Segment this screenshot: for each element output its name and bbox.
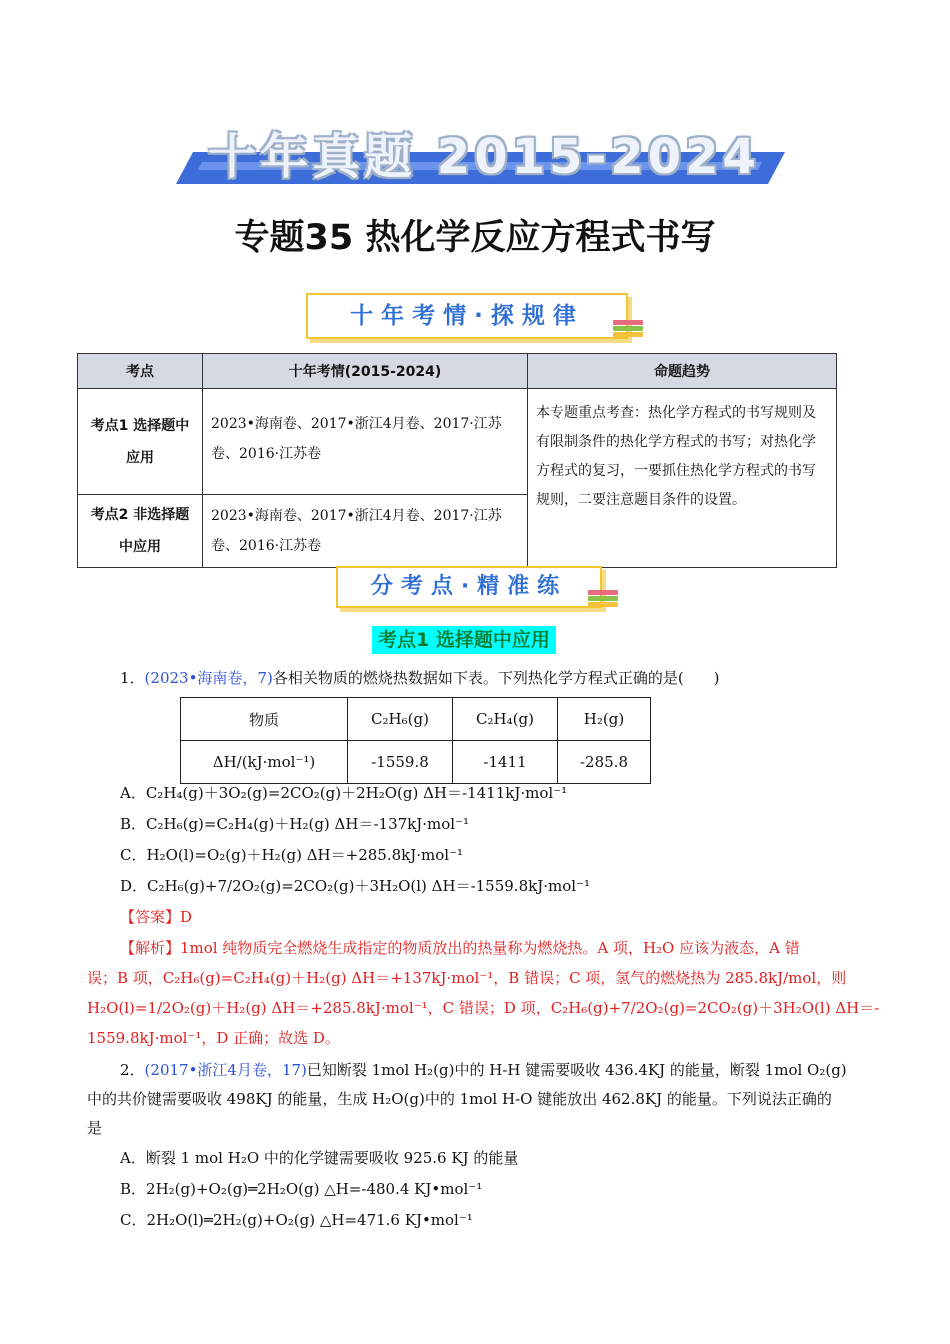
analysis-line: 【解析】1mol 纯物质完全燃烧生成指定的物质放出的热量称为燃烧热。A 项，H₂O 应该为液态，A 错 bbox=[120, 939, 800, 957]
value-cell: -1411 bbox=[453, 741, 558, 784]
option-d: D．C₂H₆(g)+7/2O₂(g)=2CO₂(g)＋3H₂O(l) ΔH＝-1559.8kJ·mol⁻¹ bbox=[120, 877, 590, 895]
substance-cell: H₂(g) bbox=[558, 698, 651, 741]
section-heading-label: 分考点·精准练 bbox=[370, 574, 568, 599]
column-header: 考点 bbox=[78, 354, 203, 389]
answer: 【答案】D bbox=[120, 908, 193, 926]
table-cell-years: 2023•海南卷、2017•浙江4月卷、2017·江苏卷、2016·江苏卷 bbox=[203, 495, 528, 568]
analysis-line: 1559.8kJ·mol⁻¹，D 正确；故选 D。 bbox=[87, 1029, 340, 1047]
column-header: 命题趋势 bbox=[528, 354, 837, 389]
section-heading-label: 十年考情·探规律 bbox=[350, 303, 584, 329]
question-source: (2017•浙江4月卷，17) bbox=[144, 1061, 307, 1079]
point-heading: 考点1 选择题中应用 bbox=[372, 626, 556, 654]
question-text: 已知断裂 1mol H₂(g)中的 H-H 键需要吸收 436.4KJ 的能量，断裂 1mol O₂(g) bbox=[306, 1061, 847, 1079]
banner-text: 十年真题 2015-2024 bbox=[208, 129, 760, 185]
point-label: 考点2 非选择题中应用 bbox=[90, 507, 190, 555]
substance-cell: C₂H₄(g) bbox=[453, 698, 558, 741]
section-heading-practice bbox=[336, 566, 602, 608]
analysis-line: H₂O(l)=1/2O₂(g)＋H₂(g) ΔH＝+285.8kJ·mol⁻¹，C 错误；D 项，C₂H₆(g)+7/2O₂(g)=2CO₂(g)＋3H₂O(l) ΔH＝- bbox=[87, 999, 880, 1017]
question-1-stem bbox=[120, 668, 720, 688]
exam-trend-table bbox=[77, 353, 837, 568]
question-text: 中的共价键需要吸收 498KJ 的能量，生成 H₂O(g)中的 1mol H-O 键能放出 462.8KJ 的能量。下列说法正确的 bbox=[87, 1090, 832, 1108]
banner bbox=[176, 118, 776, 188]
question-2-stem bbox=[120, 1060, 847, 1080]
option-a: A．断裂 1 mol H₂O 中的化学键需要吸收 925.6 KJ 的能量 bbox=[120, 1149, 519, 1167]
option-b: B．2H₂(g)+O₂(g)═2H₂O(g) △H=-480.4 KJ•mol⁻¹ bbox=[120, 1180, 483, 1198]
combustion-heat-table bbox=[180, 697, 651, 784]
option-b: B．C₂H₆(g)=C₂H₄(g)＋H₂(g) ΔH＝-137kJ·mol⁻¹ bbox=[120, 815, 470, 833]
page-title: 专题35 热化学反应方程式书写 bbox=[234, 218, 716, 258]
point-label: 考点1 选择题中应用 bbox=[90, 417, 190, 466]
column-header: 十年考情(2015-2024) bbox=[203, 354, 528, 389]
table-cell-point bbox=[78, 495, 203, 568]
option-c: C．H₂O(l)=O₂(g)＋H₂(g) ΔH＝+285.8kJ·mol⁻¹ bbox=[120, 846, 464, 864]
question-number: 1． bbox=[120, 669, 145, 687]
table-label: 物质 bbox=[181, 698, 348, 741]
value-cell: -285.8 bbox=[558, 741, 651, 784]
option-c: C．2H₂O(l)═2H₂(g)+O₂(g) △H=471.6 KJ•mol⁻¹ bbox=[120, 1211, 473, 1229]
question-text: 是 bbox=[87, 1119, 103, 1137]
books-icon bbox=[613, 320, 643, 342]
question-source: (2023•海南卷，7) bbox=[144, 669, 273, 687]
table-cell-years: 2023•海南卷、2017•浙江4月卷、2017·江苏卷、2016·江苏卷 bbox=[203, 389, 528, 495]
question-number: 2． bbox=[120, 1061, 145, 1079]
books-icon bbox=[588, 590, 618, 612]
option-a: A．C₂H₄(g)＋3O₂(g)=2CO₂(g)＋2H₂O(g) ΔH＝-1411kJ·mol⁻¹ bbox=[120, 784, 568, 802]
row-label: ΔH/(kJ·mol⁻¹) bbox=[181, 741, 348, 784]
table-cell-trend: 本专题重点考查：热化学方程式的书写规则及有限制条件的热化学方程式的书写；对热化学方程式的复习，一要抓住热化学方程式的书写规则，二要注意题目条件的设置。 bbox=[528, 389, 837, 568]
question-text: 各相关物质的燃烧热数据如下表。下列热化学方程式正确的是( ) bbox=[272, 669, 720, 687]
value-cell: -1559.8 bbox=[348, 741, 453, 784]
table-cell-point bbox=[78, 389, 203, 495]
analysis-line: 误；B 项，C₂H₆(g)=C₂H₄(g)＋H₂(g) ΔH＝+137kJ·mol⁻¹，B 错误；C 项，氢气的燃烧热为 285.8kJ/mol，则 bbox=[87, 969, 847, 987]
section-heading-trends bbox=[306, 293, 628, 339]
substance-cell: C₂H₆(g) bbox=[348, 698, 453, 741]
